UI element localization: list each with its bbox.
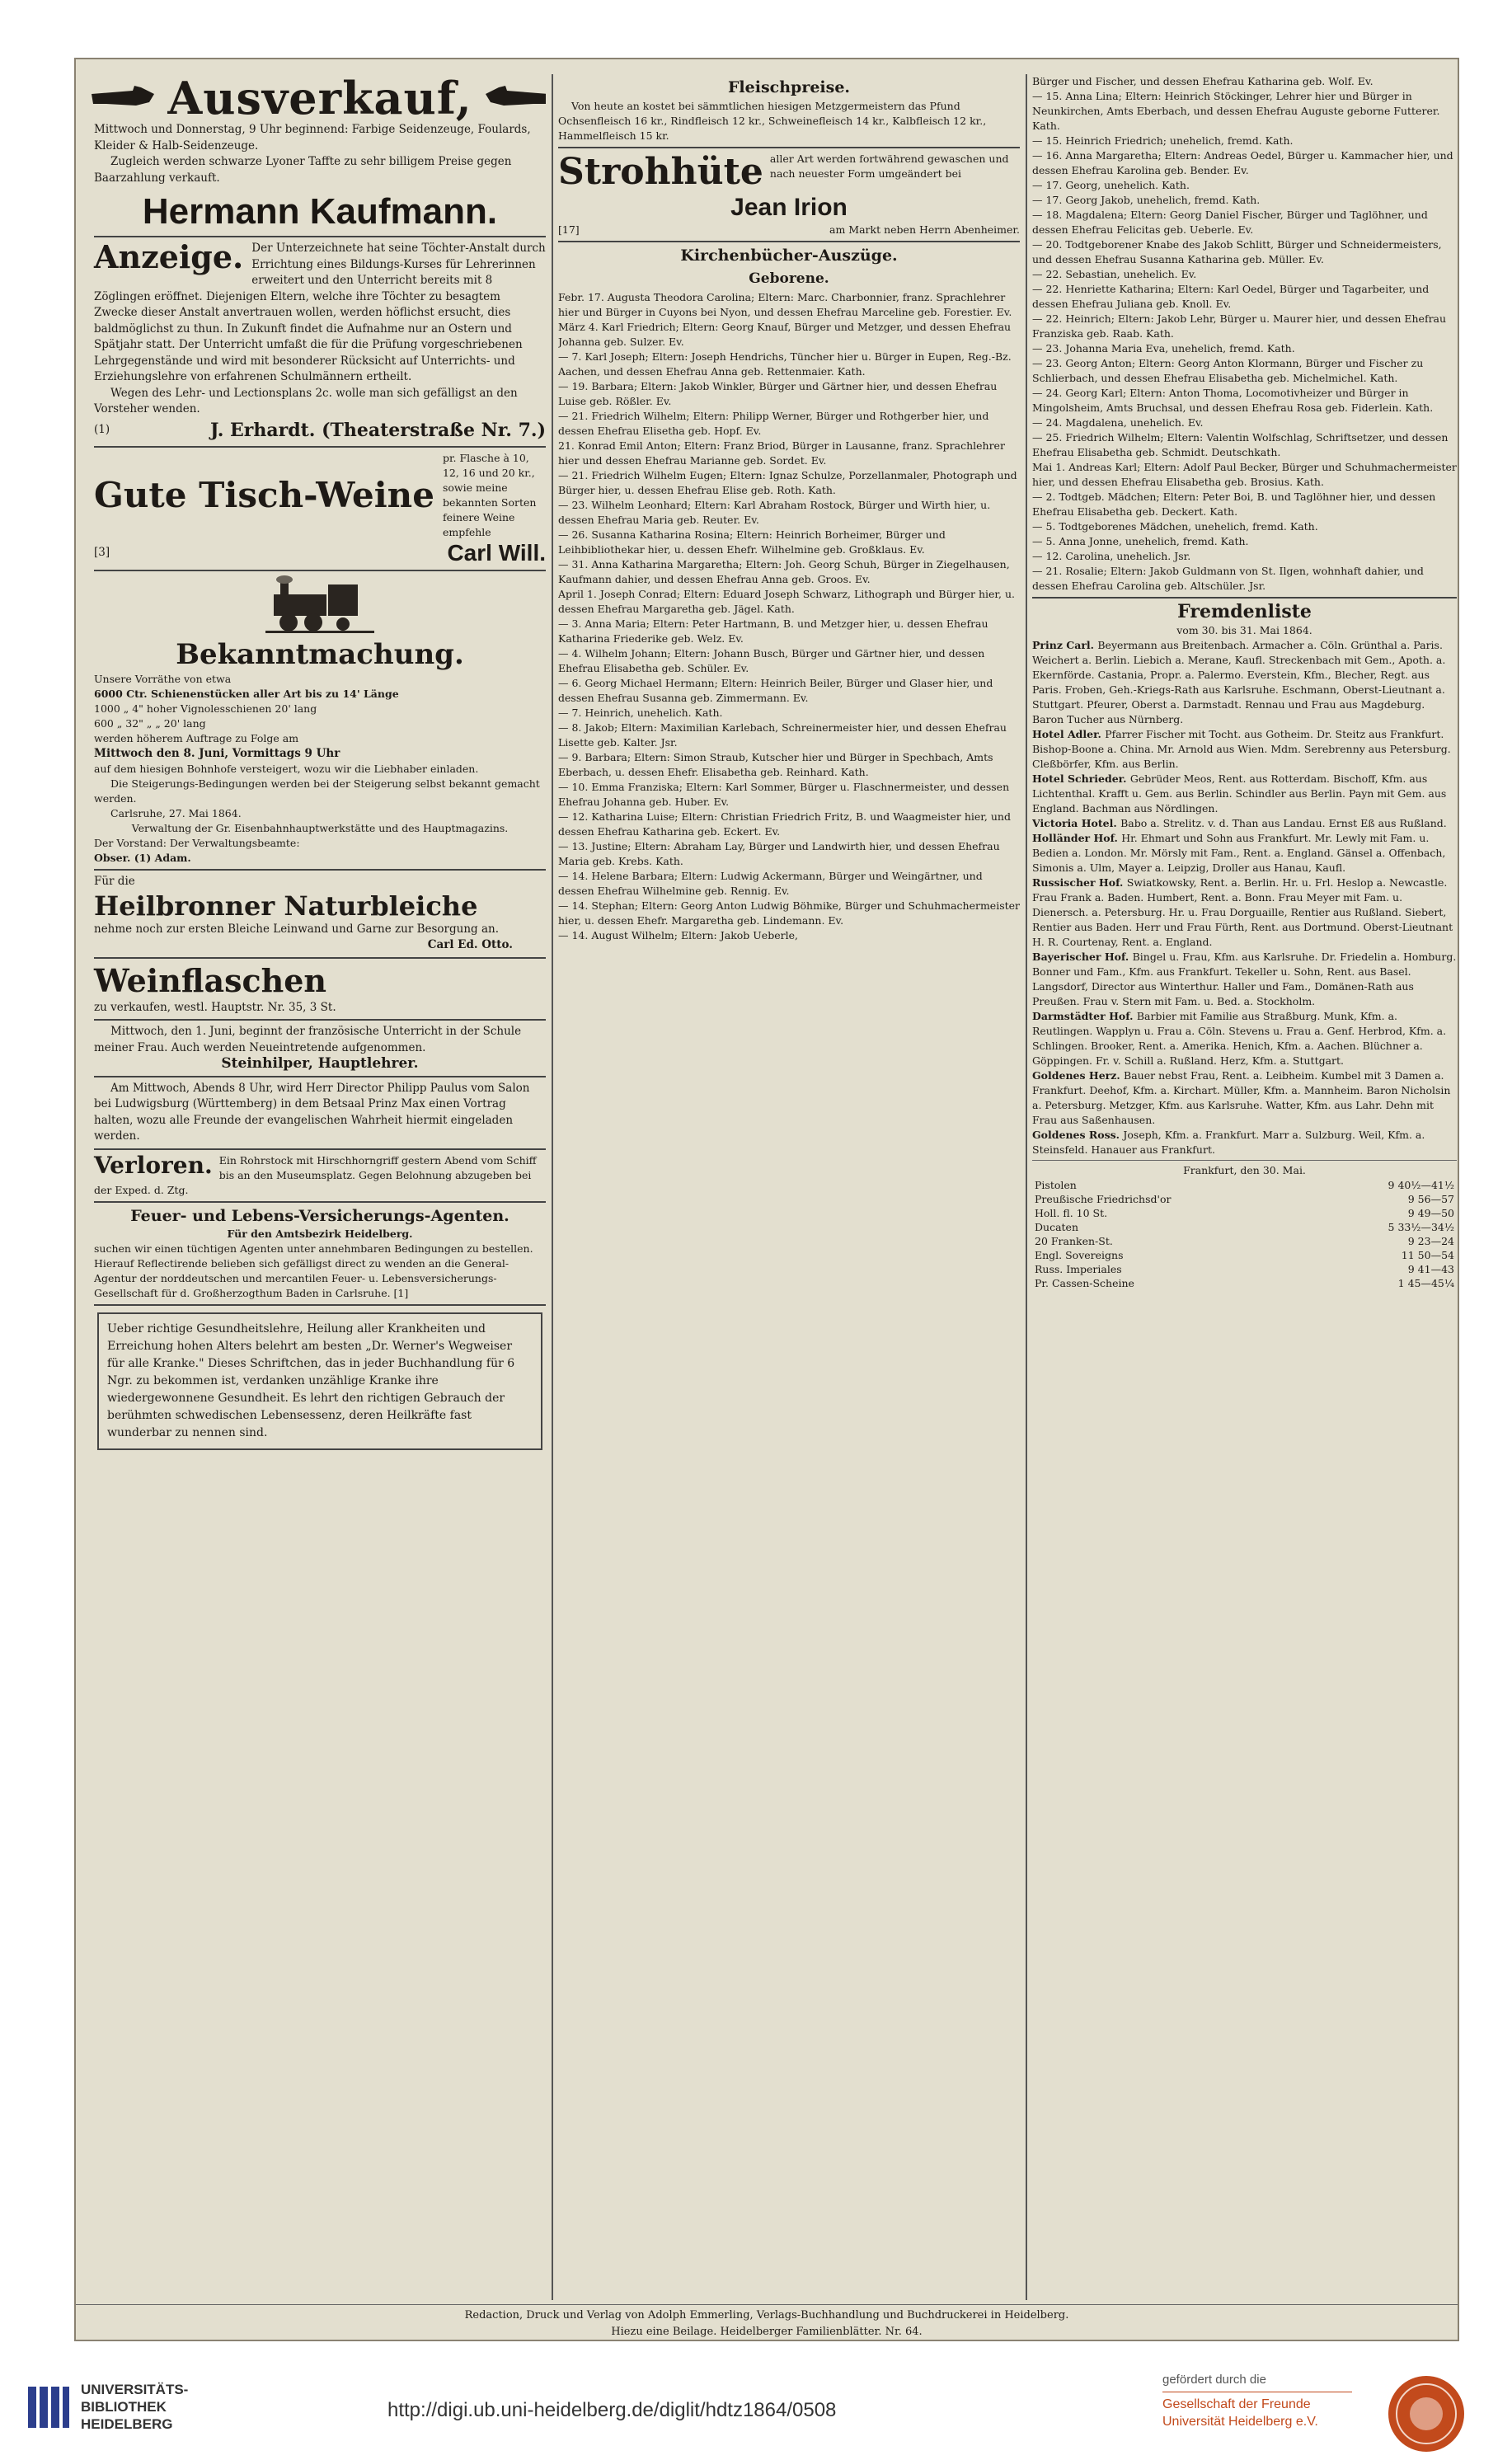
ad-weinflaschen (94, 962, 546, 1016)
anzeige-text-2: Wegen des Lehr- und Lectionsplans 2c. wolle man sich gefälligst an den Vorsteher wenden. (94, 386, 518, 415)
birth-entry: — 8. Jakob; Eltern: Maximilian Karlebach, Schreinermeister hier, und dessen Ehefrau Lisette geb. Kalter. Jsr. (558, 721, 1007, 749)
will-signature: Carl Will. (447, 539, 546, 566)
sponsor-pre: gefördert durch die (1162, 2373, 1266, 2387)
geborene-title: Geborene. (749, 270, 829, 287)
birth-entry: Mai 1. Andreas Karl; Eltern: Adolf Paul Becker, Bürger und Schuhmachermeister hier, und dessen Ehefrau Elisabetha geb. Brosius. Kath. (1032, 461, 1457, 488)
ad-vortrag (94, 1081, 546, 1145)
bek-line: 6000 Ctr. Schienenstücken aller Art bis zu 14' Länge (94, 687, 399, 700)
werner-text: Ueber richtige Gesundheitslehre, Heilung aller Krankheiten und Erreichung hohen Alters belehrt am besten „Dr. Werner's Wegweiser für alle Kranke." Dieses Schriftchen, das in jeder Buchhandlung für 6 Ngr. zu bekommen ist, verdanken unzählige Kranke ihre wiedergewonnene Gesundheit. Es lehrt den richtigen Gebrauch der berühmten schwedischen Lebensessenz, deren Heilkräfte fast wunderbar zu nennen sind. (107, 1322, 515, 1439)
birth-entry: — 7. Karl Joseph; Eltern: Joseph Hendrichs, Tüncher hier u. Bürger in Eupen, Reg.-Bz. Aachen, und dessen Ehefrau Anna geb. Rettenmaier. Kath. (558, 350, 1012, 378)
birth-entry: — 26. Susanna Katharina Rosina; Eltern: Heinrich Borheimer, Bürger und Leihbibliothekar hier, u. dessen Ehefr. Wilhelmine geb. Großklaus. Ev. (558, 528, 946, 556)
wein-title: Gute Tisch-Weine (94, 474, 434, 515)
hotel-name: Russischer Hof. (1032, 876, 1127, 889)
births-list-continued (1032, 74, 1457, 594)
birth-entry: — 23. Georg Anton; Eltern: Georg Anton Klormann, Bürger und Fischer zu Schlierbach, und dessen Ehefrau Elisabetha geb. Michelmichel. Kath. (1032, 357, 1424, 384)
ad-wein (94, 451, 546, 566)
divider (94, 570, 546, 571)
divider (94, 236, 546, 237)
kirchenbuecher-section (558, 246, 1020, 943)
fleisch-title: Fleischpreise. (727, 78, 851, 96)
ausverkauf-text: Mittwoch und Donnerstag, 9 Uhr beginnend: Farbige Seidenzeuge, Foulards, Kleider & Halb-Seidenzeuge. (94, 123, 531, 153)
hotel-guests: Gebrüder Meos, Rent. aus Rotterdam. Bischoff, Kfm. aus Lichtenthal. Krafft u. Gem. aus Berlin. Schindler aus Berlin. Payn mit Gem. aus England. Bachman aus Nördlingen. (1032, 772, 1447, 815)
hotel-guests: Beyermann aus Breitenbach. Armacher a. Cöln. Grünthal a. Paris. Weichert a. Berlin. Liebich a. Merane, Kaufl. Streckenbach mit Gem., Apoth. a. Ekernförde. Castania, Propr. a. Palermo. Everstein, Kfm., Blecher, Regt. aus Paris. Froben, Geh.-Kriegs-Rath aus Karlsruhe. Eschmann, Oberst-Lieutnant a. Stuttgart. Pfeurer, Oberst a. Darmstadt. Rennau und Frau aus Magdeburg. Baron Tucher aus Nürnberg. (1032, 639, 1446, 725)
hotel-entry (1032, 1068, 1457, 1128)
ub-line-1: UNIVERSITÄTS- (81, 2382, 189, 2397)
price-value: 9 41—43 (1407, 1263, 1454, 1275)
birth-entry: — 25. Friedrich Wilhelm; Eltern: Valentin Wolfschlag, Schriftsetzer, und dessen Ehefrau Elisabetha geb. Schmidt. Deutschkath. (1032, 431, 1449, 458)
hotel-entry (1032, 876, 1457, 950)
birth-entry: — 14. August Wilhelm; Eltern: Jakob Ueberle, (558, 929, 798, 941)
birth-entry: — 22. Sebastian, unehelich. Ev. (1032, 268, 1197, 280)
fremden-title: Fremdenliste (1177, 601, 1312, 622)
sponsor-line-2: Universität Heidelberg e.V. (1162, 2415, 1318, 2429)
price-label: Ducaten (1035, 1221, 1078, 1233)
irion-signature: Jean Irion (730, 194, 848, 221)
hotel-entry (1032, 1009, 1457, 1068)
birth-entry: Febr. 17. Augusta Theodora Carolina; Eltern: Marc. Charbonnier, franz. Sprachlehrer hier und Bürger in Cuyons bei Nyon, und dessen Ehefrau Marceline geb. Forestier. Ev. (558, 291, 1012, 318)
ub-line-3: HEIDELBERG (81, 2416, 173, 2432)
birth-entry: — 21. Rosalie; Eltern: Jakob Guldmann von St. Ilgen, wohnhaft dahier, und dessen Ehefrau Carolina geb. Altschüler. Jsr. (1032, 565, 1424, 592)
hotel-guests: Bingel u. Frau, Kfm. aus Karlsruhe. Dr. Friedelin a. Homburg. Bonner und Fam., Kfm. aus Frankfurt. Tekeller u. Sohn, Rent. aus Basel. Langsdorf, Director aus Winterthur. Haller und Fam., Domänen-Rath aus Preußen. Frau v. Stern mit Fam. u. Bed. a. Stockholm. (1032, 951, 1457, 1007)
divider (94, 869, 546, 871)
hotel-name: Victoria Hotel. (1032, 817, 1121, 829)
hotel-guests: Babo a. Strelitz. v. d. Than aus Landau. Ernst Eß aus Rußland. (1120, 817, 1447, 829)
source-url[interactable]: http://digi.ub.uni-heidelberg.de/diglit/hdtz1864/0508 (387, 2399, 837, 2421)
birth-entry: — 15. Heinrich Friedrich; unehelich, fremd. Kath. (1032, 134, 1294, 147)
birth-entry: — 23. Johanna Maria Eva, unehelich, fremd. Kath. (1032, 342, 1295, 354)
price-value: 9 56—57 (1407, 1193, 1454, 1205)
birth-entry: — 23. Wilhelm Leonhard; Eltern: Karl Abraham Rostock, Bürger und Wirth hier, u. dessen Ehefrau Maria geb. Reuter. Ev. (558, 499, 991, 526)
birth-entry: März 4. Karl Friedrich; Eltern: Georg Knauf, Bürger und Metzger, und dessen Ehefrau Johanna geb. Sulzer. Ev. (558, 321, 1012, 348)
heil-text: nehme noch zur ersten Bleiche Leinwand und Garne zur Besorgung an. (94, 922, 499, 936)
footer-line-2: Hiezu eine Beilage. Heidelberger Familienblätter. Nr. 64. (611, 2326, 923, 2338)
birth-entry: Bürger und Fischer, und dessen Ehefrau Katharina geb. Wolf. Ev. (1032, 75, 1373, 87)
birth-entry: — 14. Stephan; Eltern: Georg Anton Ludwig Böhmike, Bürger und Schuhmachermeister hier, u. dessen Ehefr. Margaretha geb. Lindemann. Ev. (558, 899, 1020, 927)
hotel-list (1032, 638, 1457, 1157)
middle-column (558, 74, 1020, 2300)
stroh-title: Strohhüte (558, 151, 763, 193)
birth-entry: — 16. Anna Margaretha; Eltern: Andreas Oedel, Bürger u. Kammacher hier, und dessen Ehefrau Karolina geb. Bender. Ev. (1032, 149, 1453, 176)
price-value: 11 50—54 (1401, 1249, 1454, 1261)
anzeige-title: Anzeige. (94, 238, 244, 275)
birth-entry: — 12. Carolina, unehelich. Jsr. (1032, 550, 1191, 562)
fleisch-text: Von heute an kostet bei sämmtlichen hiesigen Metzgermeistern das Pfund Ochsenfleisch 16 kr., Rindfleisch 12 kr., Schweinefleisch 14 kr., Kalbfleisch 12 kr., Hammelfleisch 15 kr. (558, 100, 987, 142)
kaufmann-signature: Hermann Kaufmann. (142, 191, 498, 232)
bek-line: Verwaltung der Gr. Eisenbahnhauptwerkstätte und des Hauptmagazins. (131, 822, 509, 834)
ausverkauf-title: Ausverkauf, (167, 74, 472, 124)
divider (94, 1148, 546, 1150)
verloren-title: Verloren. (94, 1151, 213, 1179)
bek-line: Der Vorstand: Der Verwaltungsbeamte: (94, 837, 300, 849)
ad-anzeige (94, 238, 546, 443)
birth-entry: — 21. Friedrich Wilhelm; Eltern: Philipp Werner, Bürger und Rothgerber hier, und dessen Ehefrau Elisetha geb. Hopf. Ev. (558, 410, 989, 437)
ad-feuer (94, 1206, 546, 1301)
hotel-name: Goldenes Ross. (1032, 1129, 1124, 1141)
birth-entry: — 3. Anna Maria; Eltern: Peter Hartmann, B. und Metzger hier, u. dessen Ehefrau Katharina Friederike geb. Welz. Ev. (558, 617, 988, 645)
price-label: Holl. fl. 10 St. (1035, 1207, 1108, 1219)
price-row (1032, 1234, 1457, 1248)
feuer-title: Feuer- und Lebens-Versicherungs-Agenten. (130, 1206, 509, 1225)
birth-entry: — 22. Henriette Katharina; Eltern: Karl Oedel, Bürger und Tagarbeiter, und dessen Ehefrau Juliana geb. Knoll. Ev. (1032, 283, 1430, 310)
price-row (1032, 1248, 1457, 1262)
ad-werner-box (97, 1312, 542, 1450)
hotel-entry (1032, 831, 1457, 876)
franz-text: Mittwoch, den 1. Juni, beginnt der französische Unterricht in der Schule meiner Frau. Auch werden Neueintretende aufgenommen. (94, 1025, 522, 1054)
birth-entry: — 4. Wilhelm Johann; Eltern: Johann Busch, Bürger und Gärtner hier, und dessen Ehefrau Elisabetha geb. Schüler. Ev. (558, 647, 985, 674)
hotel-name: Prinz Carl. (1032, 639, 1098, 651)
hotel-guests: Joseph, Kfm. a. Frankfurt. Marr a. Sulzburg. Weil, Kfm. a. Steinsfeld. Hanauer aus Frankfurt. (1032, 1129, 1425, 1156)
birth-entry: April 1. Joseph Conrad; Eltern: Eduard Joseph Schwarz, Lithograph und Bürger hier, u. dessen Ehefrau Margaretha geb. Jägel. Kath. (558, 588, 1015, 615)
divider (558, 147, 1020, 148)
bek-line: Die Steigerungs-Bedingungen werden bei der Steigerung selbst bekannt gemacht werden. (94, 777, 540, 805)
pointing-hand-left-icon (484, 84, 546, 112)
birth-entry: — 22. Heinrich; Eltern: Jakob Lehr, Bürger u. Maurer hier, und dessen Ehefrau Franziska geb. Raab. Kath. (1032, 312, 1447, 340)
bek-line: Obser. (1) Adam. (94, 852, 191, 864)
wein-text: pr. Flasche à 10, 12, 16 und 20 kr., sowie meine bekannten Sorten feinere Weine empfehle (442, 451, 537, 538)
vortrag-text: Am Mittwoch, Abends 8 Uhr, wird Herr Director Philipp Paulus vom Salon bei Ludwigsburg (Württemberg) in dem Betsaal Prinz Max einen Vortrag halten, wozu alle Freunde der evangelischen Wahrheit hiermit eingeladen werden. (94, 1081, 530, 1143)
price-row (1032, 1178, 1457, 1192)
hotel-guests: Hr. Ehmart und Sohn aus Frankfurt. Mr. Lewly mit Fam. u. Bedien a. London. Mr. Mörsly mit Fam., Rent. a. England. Gänsel a. Offenbach, Simonis a. Ulm, Mayer a. Leipzig, Droller aus Hanau, Kaufl. (1032, 832, 1446, 874)
divider (94, 957, 546, 959)
price-label: Pistolen (1035, 1179, 1077, 1191)
price-label: Russ. Imperiales (1035, 1263, 1122, 1275)
birth-entry: — 6. Georg Michael Hermann; Eltern: Heinrich Beiler, Bürger und Glaser hier, und dessen Ehefrau Susanna geb. Zimmermann. Ev. (558, 677, 993, 704)
kirchen-title: Kirchenbücher-Auszüge. (680, 246, 898, 265)
price-row (1032, 1192, 1457, 1206)
hotel-guests: Barbier mit Familie aus Straßburg. Munk, Kfm. a. Reutlingen. Wapplyn u. Frau a. Cöln. Stevens u. Frau a. Genf. Herbrod, Kfm. a. Schlingen. Brooker, Rent. a. Amerika. Henich, Kfm. a. Aachen. Blüchner a. Göppingen. Fr. v. Schill a. Rußland. Herz, Kfm. a. Stuttgart. (1032, 1010, 1447, 1067)
locomotive-icon (262, 575, 378, 634)
hotel-guests: Swiatkowsky, Rent. a. Berlin. Hr. u. Frl. Heslop a. Newcastle. Frau Frank a. Baden. Humbert, Rent. a. Bonn. Frau Meyer mit Fam. u. Dienersch. a. Petersburg. Hr. u. Frau Dorguaille, Rentier aus Rußland. Siebert, Rentier aus Baden. Herr und Frau Fürth, Rent. aus Dortmund. Oberst-Lieutnant H. R. Courtenay, Rent. a. England. (1032, 876, 1453, 948)
birth-entry: — 14. Helene Barbara; Eltern: Ludwig Ackermann, Bürger und Weingärtner, und dessen Ehefrau Wilhelmine geb. Rennig. Ev. (558, 870, 983, 897)
bekanntmachung-title: Bekanntmachung. (176, 637, 464, 671)
bek-line: Mittwoch den 8. Juni, Vormittags 9 Uhr (94, 746, 340, 760)
price-value: 9 49—50 (1407, 1207, 1454, 1219)
birth-entry: — 10. Emma Franziska; Eltern: Karl Sommer, Bürger u. Flaschnermeister, und dessen Ehefrau Johanna geb. Huber. Ev. (558, 781, 1010, 808)
verloren-text: Ein Rohrstock mit Hirschhorngriff gestern Abend vom Schiff bis an den Museumsplatz. Gegen Belohnung abzugeben bei der Exped. d. Ztg. (94, 1153, 537, 1196)
birth-entry: 21. Konrad Emil Anton; Eltern: Franz Briod, Bürger in Lausanne, franz. Sprachlehrer hier und dessen Ehefrau Marianne geb. Sordet. Ev. (558, 439, 1005, 467)
hotel-entry (1032, 772, 1457, 816)
birth-entry: — 31. Anna Katharina Margaretha; Eltern: Joh. Georg Schuh, Bürger in Ziegelhausen, Kaufmann dahier, und dessen Ehefrau Anna geb. Groos. Ev. (558, 558, 1010, 585)
hotel-guests: Pfarrer Fischer mit Tocht. aus Gotheim. Dr. Steitz aus Frankfurt. Bishop-Boone a. China. Mr. Arnold aus Wien. Mdm. Serebrenny aus Petersburg. Cleßbörfer, Kfm. aus Berlin. (1032, 728, 1451, 770)
ad-verloren (94, 1153, 546, 1198)
divider (1032, 1160, 1457, 1161)
price-label: Pr. Cassen-Scheine (1035, 1277, 1134, 1289)
hotel-entry (1032, 727, 1457, 772)
fremden-sub: vom 30. bis 31. Mai 1864. (1176, 624, 1312, 636)
price-label: Preußische Friedrichsd'or (1035, 1193, 1172, 1205)
price-row (1032, 1206, 1457, 1220)
right-column (1032, 74, 1457, 2300)
erhardt-signature: J. Erhardt. (Theaterstraße Nr. 7.) (210, 419, 546, 441)
bek-line: auf dem hiesigen Bohnhofe versteigert, wozu wir die Liebhaber einladen. (94, 763, 479, 775)
heil-title: Heilbronner Naturbleiche (94, 890, 478, 922)
hotel-name: Hotel Schrieder. (1032, 772, 1130, 785)
irion-address: am Markt neben Herrn Abenheimer. (829, 223, 1020, 236)
column-rule (1026, 74, 1027, 2300)
price-value: 9 23—24 (1407, 1235, 1454, 1247)
divider (1032, 597, 1457, 599)
pointing-hand-right-icon (90, 84, 156, 112)
viewer-bottom-bar (0, 2366, 1512, 2460)
birth-entry: — 15. Anna Lina; Eltern: Heinrich Stöckinger, Lehrer hier und Bürger in Neunkirchen, Amts Eberbach, und dessen Ehefrau Auguste geborne Futterer. Kath. (1032, 90, 1440, 132)
bek-line: werden höherem Auftrage zu Folge am (94, 731, 299, 744)
birth-entry: — 18. Magdalena; Eltern: Georg Daniel Fischer, Bürger und Taglöhner, und dessen Ehefrau Felicitas geb. Ueberle. Ev. (1032, 209, 1428, 236)
birth-entry: — 21. Friedrich Wilhelm Eugen; Eltern: Ignaz Schulze, Porzellanmaler, Photograph und Bürger hier, u. dessen Ehefrau Elise geb. Roth. Kath. (558, 469, 1017, 496)
price-row (1032, 1220, 1457, 1234)
price-value: 5 33½—34½ (1388, 1221, 1454, 1233)
ad-strohhuete (558, 152, 1020, 237)
frankfurt-title: Frankfurt, den 30. Mai. (1183, 1164, 1306, 1176)
birth-entry: — 17. Georg Jakob, unehelich, fremd. Kath. (1032, 194, 1261, 206)
divider (94, 1304, 546, 1306)
bek-line: Carlsruhe, 27. Mai 1864. (110, 807, 242, 819)
birth-entry: — 2. Todtgeb. Mädchen; Eltern: Peter Boi, B. und Taglöhner hier, und dessen Ehefrau Elisabetha geb. Deckert. Kath. (1032, 491, 1436, 518)
divider (94, 1076, 546, 1077)
bek-line: 600 „ 32" „ „ 20' lang (94, 716, 206, 730)
ad-bekanntmachung (94, 575, 546, 866)
birth-entry: — 9. Barbara; Eltern: Simon Straub, Kutscher hier und Bürger in Spechbach, Amts Eberbach, u. dessen Ehefr. Elisabetha geb. Reinhard. Kath. (558, 751, 993, 778)
newspaper-scan (74, 58, 1459, 2341)
weinfl-title: Weinflaschen (94, 961, 327, 999)
irion-number: [17] (558, 223, 580, 236)
birth-entry: — 7. Heinrich, unehelich. Kath. (558, 707, 723, 719)
ad-heilbronner (94, 874, 546, 954)
hotel-name: Goldenes Herz. (1032, 1069, 1125, 1082)
price-value: 1 45—45¼ (1397, 1277, 1454, 1289)
ad-franz (94, 1024, 546, 1073)
fremdenliste-section (1032, 602, 1457, 1157)
footer-line-1: Redaction, Druck und Verlag von Adolph Emmerling, Verlags-Buchhandlung und Buchdruckerei in Heidelberg. (464, 2309, 1069, 2322)
births-list (558, 290, 1020, 943)
hotel-guests: Bauer nebst Frau, Rent. a. Leibheim. Kumbel mit 3 Damen a. Frankfurt. Deehof, Kfm. a. Kirchart. Müller, Kfm. a. Mannheim. Baron Nicholsin a. Petersburg. Metzger, Kfm. aus Karlsruhe. Watter, Kfm. aus Lahr. Dehn mit Frau aus Saßenhausen. (1032, 1069, 1451, 1126)
steinhilper-signature: Steinhilper, Hauptlehrer. (221, 1055, 419, 1072)
hotel-entry (1032, 950, 1457, 1009)
birth-entry: — 12. Katharina Luise; Eltern: Christian Friedrich Fritz, B. und Waagmeister hier, und dessen Ehefrau Katharina geb. Eckert. Ev. (558, 810, 1011, 838)
birth-entry: — 17. Georg, unehelich. Kath. (1032, 179, 1190, 191)
birth-entry: — 20. Todtgeborener Knabe des Jakob Schlitt, Bürger und Schneidermeisters, und dessen Ehefrau Susanna Katharina geb. Müller. Ev. (1032, 238, 1442, 265)
feuer-text: suchen wir einen tüchtigen Agenten unter annehmbaren Bedingungen zu bestellen. Hierauf Reflectirende belieben sich gefälligst direct zu wenden an die General-Agentur der norddeutschen und mercantilen Feuer- u. Lebensversicherungs-Gesellschaft für d. Großherzogthum Baden in Carlsruhe. [1] (94, 1242, 533, 1299)
birth-entry: — 19. Barbara; Eltern: Jakob Winkler, Bürger und Gärtner hier, und dessen Ehefrau Luise geb. Rößler. Ev. (558, 380, 998, 407)
hotel-name: Darmstädter Hof. (1032, 1010, 1137, 1022)
birth-entry: — 5. Todtgeborenes Mädchen, unehelich, fremd. Kath. (1032, 520, 1318, 533)
stroh-text: aller Art werden fortwährend gewaschen und nach neuester Form umgeändert bei (769, 153, 1009, 180)
hotel-entry (1032, 1128, 1457, 1157)
birth-entry: — 24. Georg Karl; Eltern: Anton Thoma, Locomotivheizer und Bürger in Mingolsheim, Amts Bruchsal, und dessen Ehefrau Rosa geb. Fiderlein. Kath. (1032, 387, 1434, 414)
price-label: 20 Franken-St. (1035, 1235, 1113, 1247)
price-row (1032, 1262, 1457, 1276)
divider (94, 1019, 546, 1021)
sponsor-line-1: Gesellschaft der Freunde (1162, 2397, 1311, 2411)
bek-line: 1000 „ 4" hoher Vignolesschienen 20' lang (94, 702, 317, 715)
anzeige-text: Der Unterzeichnete hat seine Töchter-Anstalt durch Errichtung eines Bildungs-Kurses für Lehrerinnen erweitert und den Unterricht bereits mit 8 Zöglingen eröffnet. Diejenigen Eltern, welche ihre Töchter zu besagtem Zwecke dieser Anstalt anvertrauen wollen, werden höflichst ersucht, dies baldmöglichst zu thun. In Zukunft findet die Aufnahme nur an Ostern und Spätjahr statt. Der Unterricht umfaßt die für die Prüfung vorgeschriebenen Lehrgegenstände und wird mit besonderer Rücksicht auf Unterrichts- und Erziehungslehre von erfahrenen Schulmännern ertheilt. (94, 242, 546, 383)
hotel-name: Bayerischer Hof. (1032, 951, 1133, 963)
university-library-icon (25, 2383, 73, 2431)
page-footer (76, 2302, 1458, 2340)
birth-entry: — 24. Magdalena, unehelich. Ev. (1032, 416, 1204, 429)
hotel-entry (1032, 638, 1457, 727)
hotel-name: Holländer Hof. (1032, 832, 1122, 844)
hotel-entry (1032, 816, 1457, 831)
birth-entry: — 5. Anna Jonne, unehelich, fremd. Kath. (1032, 535, 1249, 547)
ad-fleischpreise (558, 77, 1020, 143)
ub-logo[interactable] (25, 2381, 188, 2433)
price-table (1032, 1178, 1457, 1290)
price-row (1032, 1276, 1457, 1290)
birth-entry: — 13. Justine; Eltern: Abraham Lay, Bürger und Landwirth hier, und dessen Ehefrau Maria geb. Krebs. Kath. (558, 840, 1000, 867)
divider (94, 1201, 546, 1203)
ub-line-2: BIBLIOTHEK (81, 2399, 167, 2415)
column-rule (552, 74, 553, 2300)
heil-pre: Für die (94, 875, 135, 888)
otto-signature: Carl Ed. Otto. (427, 938, 513, 951)
divider (558, 241, 1020, 242)
price-label: Engl. Sovereigns (1035, 1249, 1124, 1261)
hotel-name: Hotel Adler. (1032, 728, 1106, 740)
frankfurt-prices (1032, 1163, 1457, 1290)
price-value: 9 40½—41½ (1388, 1179, 1454, 1191)
weinfl-text: zu verkaufen, westl. Hauptstr. Nr. 35, 3 St. (94, 1000, 336, 1014)
university-seal-icon (1385, 2373, 1467, 2455)
feuer-sub: Für den Amtsbezirk Heidelberg. (227, 1227, 413, 1240)
sponsor-logo[interactable] (1162, 2371, 1352, 2430)
bek-line: Unsere Vorräthe von etwa (94, 672, 232, 685)
left-column (76, 74, 546, 2300)
wein-number: [3] (94, 545, 110, 559)
divider (94, 446, 546, 448)
anzeige-number: (1) (94, 422, 110, 436)
ad-ausverkauf (94, 74, 546, 232)
ausverkauf-text-2: Zugleich werden schwarze Lyoner Taffte zu sehr billigem Preise gegen Baarzahlung verkauft. (94, 155, 512, 185)
